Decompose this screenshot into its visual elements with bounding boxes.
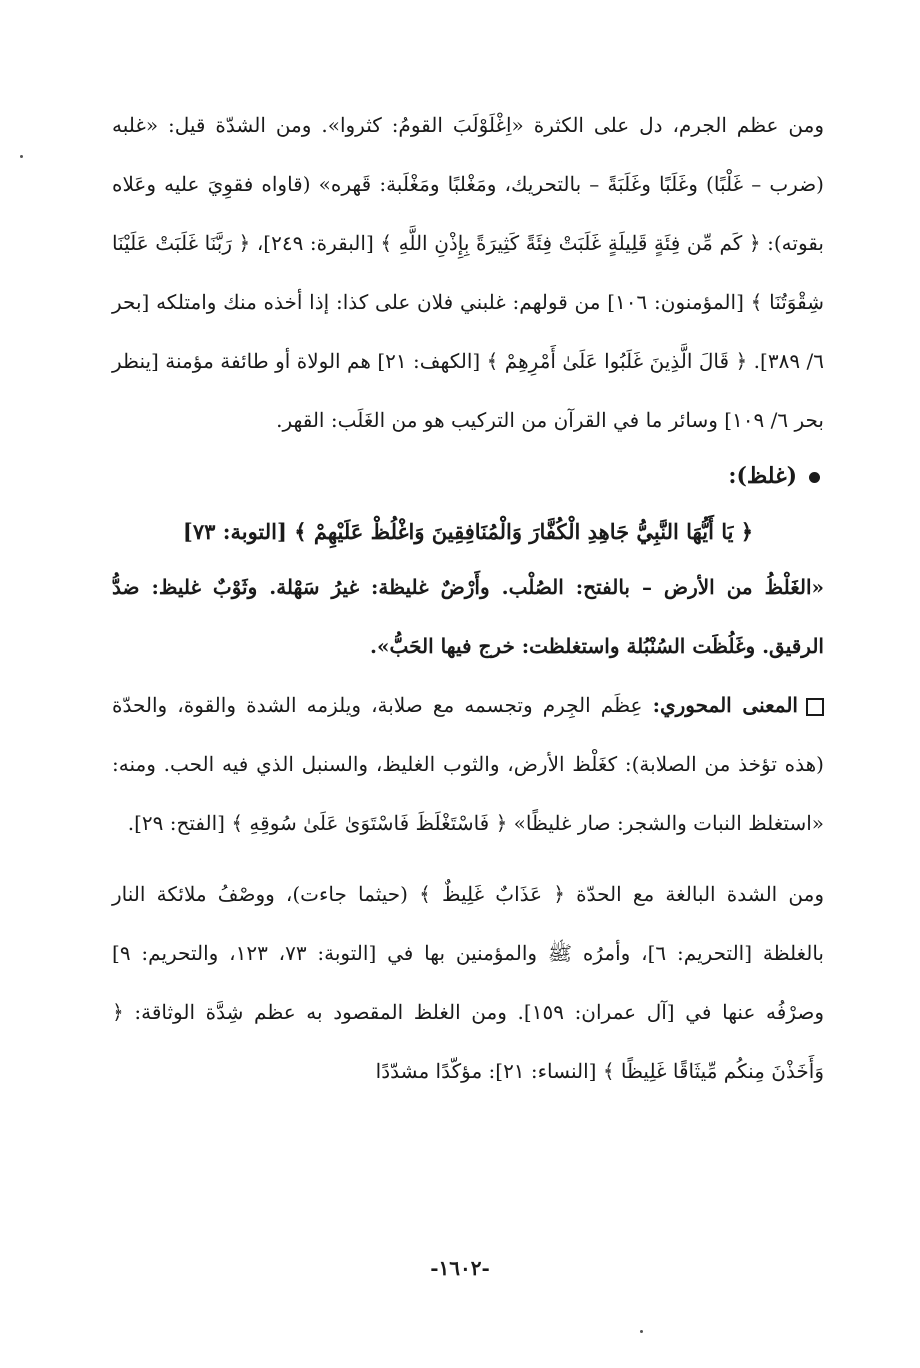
paragraph-severity: ومن الشدة البالغة مع الحدّة ﴿ عَذَابٌ غَلِيظٌ ﴾ (حيثما جاءت)، ووصْفُ ملائكة النار بالغلظة [التحريم: ٦]، وأمرُه ﷺ والمؤمنين بها في [التوبة: ٧٣، ١٢٣، والتحريم: ٩] وصرْفُه عنها في [آل عمران: ١٥٩]. ومن الغلظ المقصود به عظم شِدَّة الوثاقة: ﴿ وَأَخَذْنَ مِنكُم مِّيثَاقًا غَلِيظًا ﴾ [النساء: ٢١]: مؤكّدًا مشدّدًا: [112, 882, 824, 1083]
quran-verse: ﴿ يَا أَيُّهَا النَّبِيُّ جَاهِدِ الْكُفَّارَ وَالْمُنَافِقِينَ وَاغْلُظْ عَلَيْهِمْ ﴾ [التوبة: ٧٣]: [182, 519, 754, 544]
bullet-icon: [809, 472, 820, 483]
paragraph-ghalab: ومن عظم الجرم، دل على الكثرة «اِغْلَوْلَبَ القومُ: كثروا». ومن الشدّة قيل: «غلبه (ضرب – غَلْبًا) وغَلَبًا وغَلَبَةً – بالتحريك، ومَغْلبًا ومَغْلَبة: قَهره» (قاواه فقوِيَ عليه وعَلاه بقوته): ﴿ كَم مِّن فِئَةٍ قَلِيلَةٍ غَلَبَتْ فِئَةً كَثِيرَةً بِإِذْنِ اللَّهِ ﴾ [البقرة: ٢٤٩]، ﴿ رَبَّنَا غَلَبَتْ عَلَيْنَا شِقْوَتُنَا ﴾ [المؤمنون: ١٠٦] من قولهم: غلبني فلان على كذا: إذا أخذه منك وامتلكه [بحر ٦/ ٣٨٩]. ﴿ قَالَ الَّذِينَ غَلَبُوا عَلَىٰ أَمْرِهِمْ ﴾ [الكهف: ٢١] هم الولاة أو طائفة مؤمنة [ينظر بحر ٦/ ١٠٩] وسائر ما في القرآن من التركيب هو من الغَلَب: القهر.: [112, 113, 825, 432]
paragraph-gap: [112, 853, 824, 865]
scan-speck: [20, 155, 23, 158]
square-marker-icon: [806, 698, 824, 716]
core-meaning-paragraph: [112, 676, 824, 853]
entry-heading-text: (غلظ):: [728, 463, 797, 489]
page-number: -١٦٠٢-: [430, 1256, 490, 1280]
page-body: [112, 96, 824, 1101]
scan-speck: [640, 1330, 643, 1333]
core-meaning-text: عِظَم الجِرم وتجسمه مع صلابة، ويلزمه الشدة والقوة، والحدّة (هذه تؤخذ من الصلابة): كغَلْظ الأرض، والثوب الغليظ، والسنبل الذي فيه الحب. ومنه: «استغلظ النبات والشجر: صار غليظًا» ﴿ فَاسْتَغْلَظَ فَاسْتَوَىٰ عَلَىٰ سُوقِهِ ﴾ [الفتح: ٢٩].: [112, 693, 824, 835]
entry-heading: [112, 450, 824, 502]
lexical-definition: «الغَلْظُ من الأرض – بالفتح: الصُلْب. وأَرْضٌ غليظة: غيرُ سَهْلة. وثَوْبٌ غليظ: ضدُّ الرقيق. وغَلُظَت السُنْبُلة واستغلظت: خرج فيها الحَبُّ».: [112, 575, 824, 658]
core-meaning-label: المعنى المحوري:: [652, 693, 798, 717]
